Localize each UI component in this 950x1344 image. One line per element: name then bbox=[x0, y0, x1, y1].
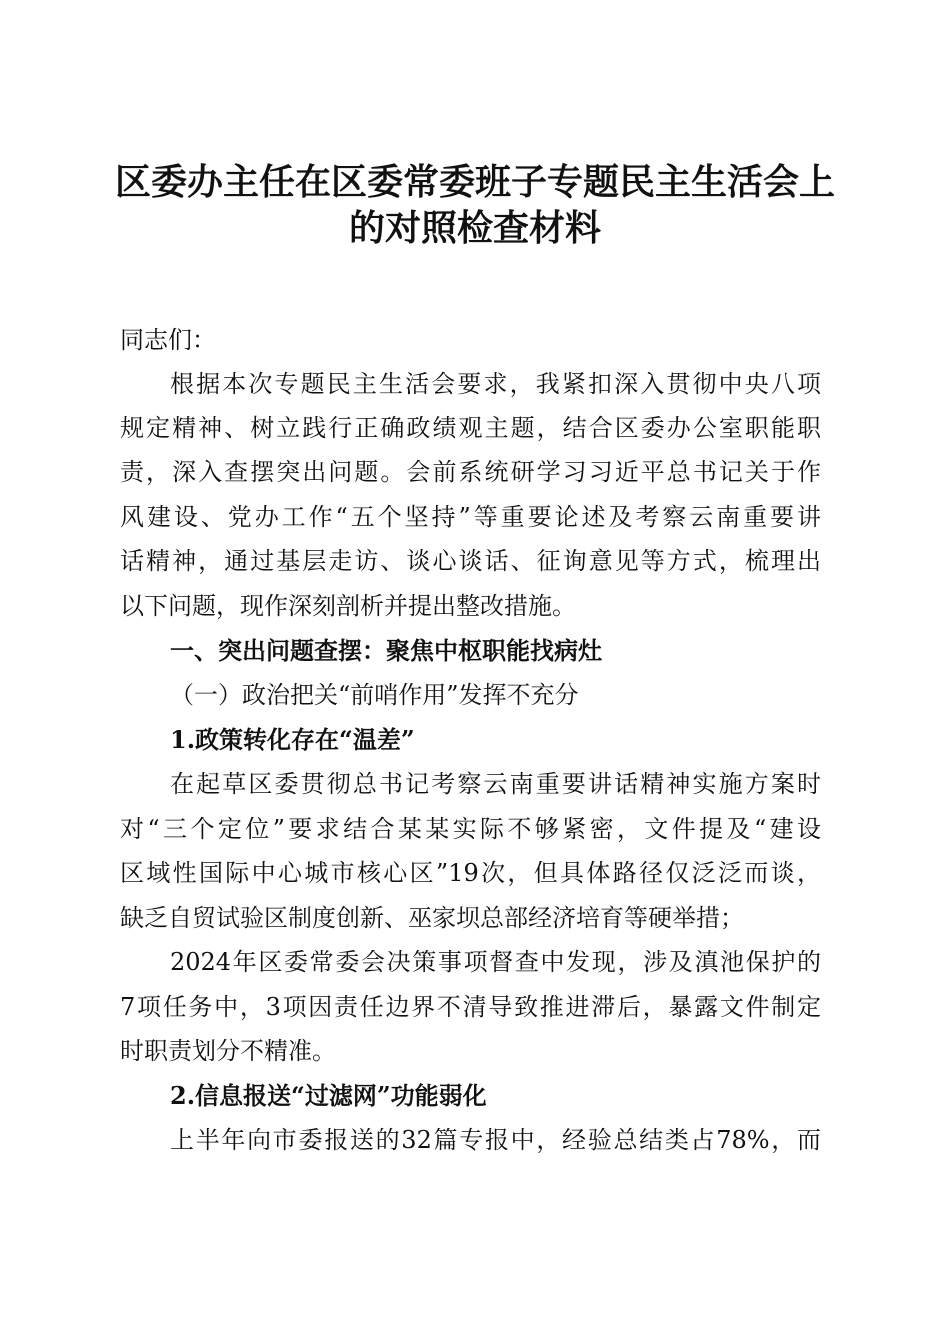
subsection-heading: （一）政治把关“前哨作用”发挥不充分 bbox=[170, 681, 579, 709]
document-title-line-2: 的对照检查材料 bbox=[348, 207, 601, 249]
document-title-line-1: 区委办主任在区委常委班子专题民主生活会上 bbox=[114, 161, 835, 203]
body-line: 上半年向市委报送的32篇专报中，经验总结类占78%，而 bbox=[170, 1126, 821, 1154]
intro-line: 责，深入查摆突出问题。会前系统研学习习近平总书记关于作 bbox=[120, 458, 821, 486]
item-heading: 2.信息报送“过滤网”功能弱化 bbox=[170, 1081, 487, 1110]
body-line: 对“三个定位”要求结合某某实际不够紧密，文件提及“建设 bbox=[120, 815, 821, 843]
intro-line: 风建设、党办工作“五个坚持”等重要论述及考察云南重要讲 bbox=[120, 503, 821, 531]
body-line: 缺乏自贸试验区制度创新、巫家坝总部经济培育等硬举措； bbox=[120, 904, 744, 932]
item-heading: 1.政策转化存在“温差” bbox=[170, 725, 415, 754]
body-line: 区域性国际中心城市核心区”19次，但具体路径仅泛泛而谈， bbox=[120, 859, 821, 887]
body-line: 2024年区委常委会决策事项督查中发现，涉及滇池保护的 bbox=[170, 948, 821, 976]
body-line: 时职责划分不精准。 bbox=[120, 1037, 336, 1065]
salutation: 同志们： bbox=[120, 326, 216, 354]
body-line: 7项任务中，3项因责任边界不清导致推进滞后，暴露文件制定 bbox=[120, 993, 821, 1021]
intro-line: 根据本次专题民主生活会要求，我紧扣深入贯彻中央八项 bbox=[170, 370, 821, 398]
intro-line: 规定精神、树立践行正确政绩观主题，结合区委办公室职能职 bbox=[120, 414, 821, 442]
intro-line: 话精神，通过基层走访、谈心谈话、征询意见等方式，梳理出 bbox=[120, 547, 821, 575]
section-heading: 一、突出问题查摆：聚焦中枢职能找病灶 bbox=[170, 637, 602, 665]
intro-line: 以下问题，现作深刻剖析并提出整改措施。 bbox=[120, 592, 576, 620]
body-line: 在起草区委贯彻总书记考察云南重要讲话精神实施方案时 bbox=[170, 770, 821, 798]
